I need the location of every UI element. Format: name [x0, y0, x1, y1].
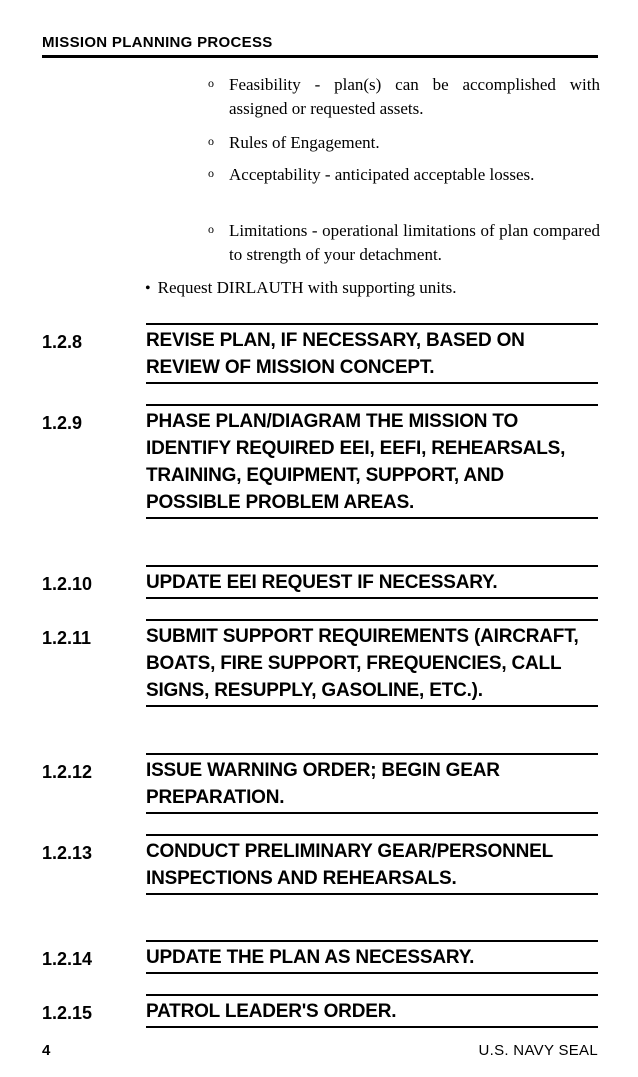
- sub-item-limitations: [208, 219, 600, 267]
- step-number: 1.2.9: [42, 413, 83, 433]
- step-title: PHASE PLAN/DIAGRAM THE MISSION TO IDENTIFY REQUIRED EEI, EEFI, REHEARSALS, TRAINING, EQUIPMENT, SUPPORT, AND POSSIBLE PROBLEM AREAS.: [146, 404, 598, 519]
- footer-source: U.S. NAVY SEAL: [478, 1042, 598, 1059]
- step-title: PATROL LEADER'S ORDER.: [146, 994, 598, 1028]
- step-number: 1.2.14: [42, 949, 93, 969]
- circle-marker-icon: o: [208, 134, 214, 148]
- sub-item-text: Rules of Engagement.: [229, 133, 380, 152]
- sub-item-rules: [208, 131, 600, 155]
- sub-item-acceptability: [208, 163, 600, 187]
- bullet-item: [145, 276, 600, 301]
- circle-marker-icon: o: [208, 222, 214, 236]
- page-header: MISSION PLANNING PROCESS: [42, 34, 598, 58]
- bullet-text: Request DIRLAUTH with supporting units.: [157, 278, 457, 297]
- step-title: SUBMIT SUPPORT REQUIREMENTS (AIRCRAFT, BOATS, FIRE SUPPORT, FREQUENCIES, CALL SIGNS, RESUPPLY, GASOLINE, ETC.).: [146, 619, 598, 707]
- step-number: 1.2.15: [42, 1003, 93, 1023]
- step-number: 1.2.8: [42, 332, 83, 352]
- step-title: REVISE PLAN, IF NECESSARY, BASED ON REVIEW OF MISSION CONCEPT.: [146, 323, 598, 384]
- step-number: 1.2.13: [42, 843, 93, 863]
- sub-item-text: Acceptability - anticipated acceptable losses.: [229, 165, 535, 184]
- step-title: UPDATE THE PLAN AS NECESSARY.: [146, 940, 598, 974]
- sub-item-feasibility: [208, 73, 600, 121]
- step-number: 1.2.10: [42, 574, 93, 594]
- step-title: ISSUE WARNING ORDER; BEGIN GEAR PREPARATION.: [146, 753, 598, 814]
- step-title: UPDATE EEI REQUEST IF NECESSARY.: [146, 565, 598, 599]
- step-number: 1.2.12: [42, 762, 93, 782]
- step-number: 1.2.11: [42, 628, 92, 648]
- step-title: CONDUCT PRELIMINARY GEAR/PERSONNEL INSPECTIONS AND REHEARSALS.: [146, 834, 598, 895]
- circle-marker-icon: o: [208, 76, 214, 90]
- page-number: 4: [42, 1042, 51, 1059]
- circle-marker-icon: o: [208, 166, 214, 180]
- bullet-dot-icon: •: [145, 280, 151, 297]
- sub-item-text: Limitations - operational limitations of plan compared to strength of your detachment.: [229, 221, 600, 264]
- sub-item-text: Feasibility - plan(s) can be accomplished with assigned or requested assets.: [229, 75, 600, 118]
